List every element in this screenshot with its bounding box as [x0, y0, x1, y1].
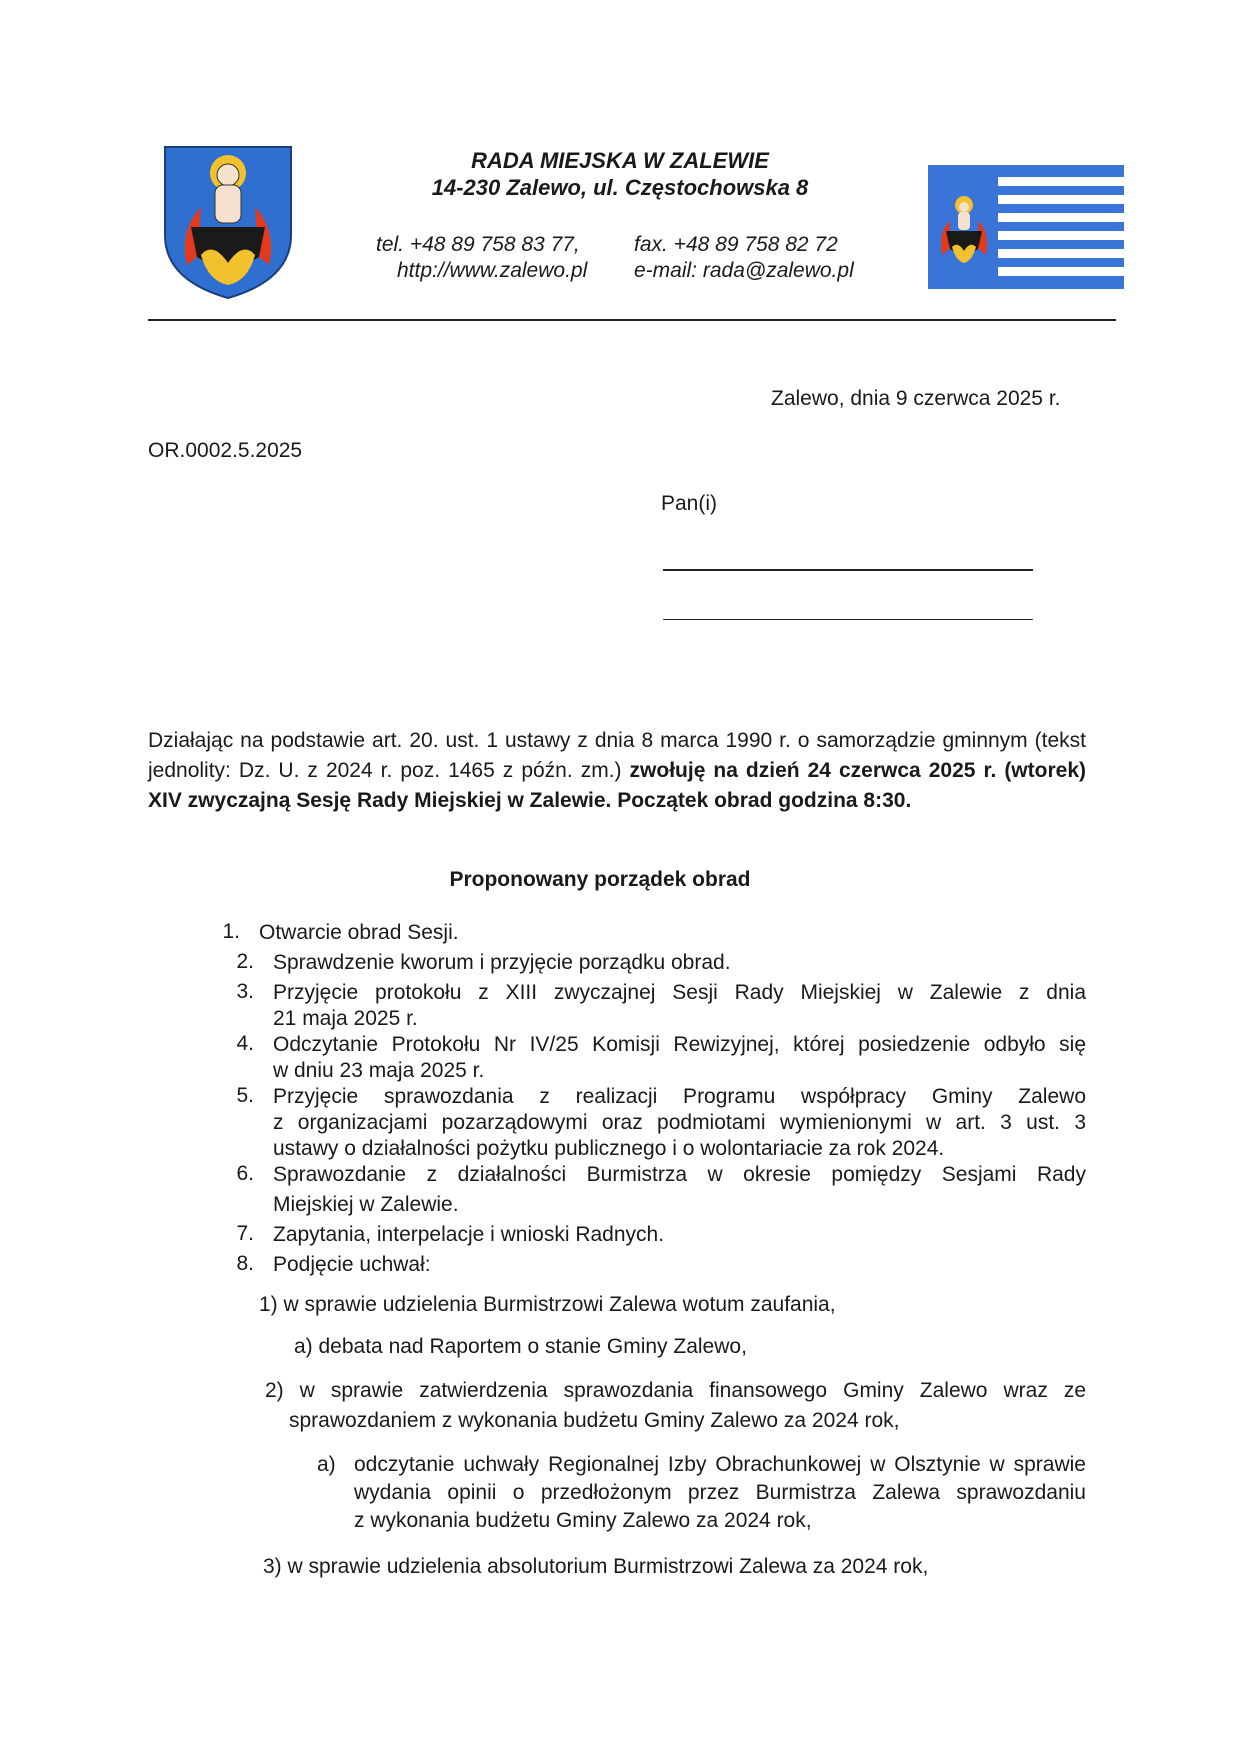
header-divider — [148, 319, 1116, 321]
coat-of-arms-icon — [163, 145, 293, 300]
agenda-item-text: Sprawozdanie z działalności Burmistrza w okresie pomiędzy Sesjami Rady — [273, 1163, 1086, 1186]
council-address: 14-230 Zalewo, ul. Częstochowska 8 — [431, 175, 809, 200]
addressee-label: Pan(i) — [661, 492, 718, 515]
resolution-2a-line-1: odczytanie uchwały Regionalnej Izby Obrachunkowej w Olsztynie w sprawie — [354, 1453, 1086, 1476]
addressee-line-1 — [663, 569, 1033, 571]
agenda-item-number: 7. — [236, 1222, 254, 1245]
addressee-line-2 — [663, 619, 1033, 620]
agenda-item-number: 1. — [222, 920, 240, 943]
flag-icon — [928, 165, 1124, 289]
resolution-2-line-2: sprawozdaniem z wykonania budżetu Gminy Zalewo za 2024 rok, — [289, 1409, 900, 1432]
website-link[interactable]: http://www.zalewo.pl — [397, 259, 588, 282]
resolution-3: 3) w sprawie udzielenia absolutorium Burmistrzowi Zalewa za 2024 rok, — [263, 1555, 929, 1578]
intro-line-2 — [148, 756, 1086, 786]
agenda-item-number: 5. — [236, 1084, 254, 1107]
agenda-item-text: 21 maja 2025 r. — [273, 1007, 418, 1030]
resolution-1a: a) debata nad Raportem o stanie Gminy Zalewo, — [294, 1335, 747, 1358]
agenda-item-text: Zapytania, interpelacje i wnioski Radnych. — [273, 1223, 665, 1246]
resolution-2-line-1: 2) w sprawie zatwierdzenia sprawozdania finansowego Gminy Zalewo wraz ze — [265, 1379, 1086, 1402]
resolution-2a-label: a) — [317, 1453, 336, 1476]
intro-line-1: Działając na podstawie art. 20. ust. 1 ustawy z dnia 8 marca 1990 r. o samorządzie gminnym (tekst — [148, 729, 1086, 752]
agenda-item-text: Przyjęcie protokołu z XIII zwyczajnej Sesji Rady Miejskiej w Zalewie z dnia — [273, 981, 1086, 1004]
agenda-title: Proponowany porządek obrad — [449, 868, 751, 891]
agenda-item-number: 8. — [236, 1252, 254, 1275]
agenda-item-number: 2. — [236, 950, 254, 973]
resolution-2a-line-2: wydania opinii o przedłożonym przez Burmistrza Zalewa sprawozdaniu — [354, 1481, 1086, 1504]
agenda-item-number: 6. — [236, 1162, 254, 1185]
agenda-item-text: Sprawdzenie kworum i przyjęcie porządku obrad. — [273, 951, 731, 974]
intro-line-3: XIV zwyczajną Sesję Rady Miejskiej w Zalewie. Początek obrad godzina 8:30. — [148, 789, 912, 812]
agenda-item-text: w dniu 23 maja 2025 r. — [273, 1059, 485, 1082]
resolution-2a-line-3: z wykonania budżetu Gminy Zalewo za 2024 rok, — [354, 1509, 812, 1532]
agenda-item-number: 4. — [236, 1032, 254, 1055]
agenda-item-text: Przyjęcie sprawozdania z realizacji Programu współpracy Gminy Zalewo — [273, 1085, 1086, 1108]
agenda-item-number: 3. — [236, 980, 254, 1003]
agenda-item-text: Odczytanie Protokołu Nr IV/25 Komisji Rewizyjnej, której posiedzenie odbyło się — [273, 1033, 1086, 1056]
resolution-1: 1) w sprawie udzielenia Burmistrzowi Zalewa wotum zaufania, — [259, 1293, 836, 1316]
council-name: RADA MIEJSKA W ZALEWIE — [471, 148, 769, 173]
intro-line-2-normal: jednolity: Dz. U. z 2024 r. poz. 1465 z późn. zm.) — [148, 759, 622, 782]
agenda-item-text: Otwarcie obrad Sesji. — [259, 921, 459, 944]
agenda-item-text: Miejskiej w Zalewie. — [273, 1193, 459, 1216]
phone-number: tel. +48 89 758 83 77, — [376, 233, 580, 256]
date-line: Zalewo, dnia 9 czerwca 2025 r. — [771, 387, 1061, 410]
fax-number: fax. +48 89 758 82 72 — [634, 233, 838, 256]
agenda-item-text: ustawy o działalności pożytku publicznego i o wolontariacie za rok 2024. — [273, 1137, 945, 1160]
agenda-item-text: z organizacjami pozarządowymi oraz podmiotami wymienionymi w art. 3 ust. 3 — [273, 1111, 1086, 1134]
email-link[interactable]: e-mail: rada@zalewo.pl — [634, 259, 854, 282]
intro-line-2-bold: zwołuję na dzień 24 czerwca 2025 r. (wtorek) — [629, 759, 1086, 782]
agenda-item-text: Podjęcie uchwał: — [273, 1253, 431, 1276]
reference-number: OR.0002.5.2025 — [148, 439, 303, 462]
